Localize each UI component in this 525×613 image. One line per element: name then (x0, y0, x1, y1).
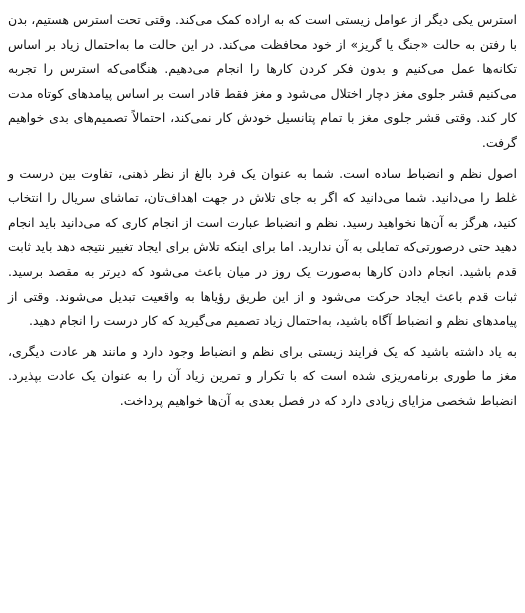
document-body (8, 8, 517, 420)
paragraph-habit: به یاد داشته باشید که یک فرایند زیستی برای نظم و انضباط وجود دارد و مانند هر عادت دیگری، مغز ما طوری برنامه‌ریزی شده است که با تکرار و تمرین زیاد آن را به عنوان یک عادت بپذیرد. انضباط شخصی مزایای زیادی دارد که در فصل بعدی به آن‌ها خواهیم پرداخت. (8, 343, 517, 408)
paragraph-discipline-principles: اصول نظم و انضباط ساده است. شما به عنوان یک فرد بالغ از نظر ذهنی، تفاوت بین درست و غلط را می‌دانید. شما می‌دانید که اگر به جای تلاش در جهت اهداف‌تان، تماشای سریال را انتخاب کنید، هرگز به آن‌ها نخواهید رسید. نظم و انضباط عبارت است از انجام کاری که می‌دانید باید انجام دهید حتی درصورتی‌که تمایلی به آن ندارید. اما برای اینکه تلاش برای ایجاد تغییر نتیجه دهد باید ثابت قدم باشید. انجام دادن کارها به‌صورت یک روز در میان باعث می‌شود که دیرتر به مقصد برسید. ثبات قدم باعث ایجاد حرکت می‌شود و از این طریق رؤیاها به واقعیت تبدیل می‌شوند. وقتی از پیامدهای نظم و انضباط آگاه باشید، به‌احتمال زیاد تصمیم می‌گیرید که کار درست را انجام دهید. (8, 165, 517, 329)
paragraph-stress: استرس یکی دیگر از عوامل زیستی است که به اراده کمک می‌کند. وقتی تحت استرس هستیم، بدن با رفتن به حالت «جنگ یا گریز» از خود محافظت می‌کند. در این حالت ما به‌احتمال زیاد بر اساس تکانه‌ها عمل می‌کنیم و بدون فکر کردن کارها را انجام می‌دهیم. هنگامی‌که استرس را تجربه می‌کنیم قشر جلوی مغز دچار اختلال می‌شود و مغز فقط قادر است بر اساس پیامدهای کوتاه مدت کار کند. وقتی قشر جلوی مغز با تمام پتانسیل خودش کار نمی‌کند، احتمالاً تصمیم‌های بدی خواهیم گرفت. (8, 12, 517, 150)
